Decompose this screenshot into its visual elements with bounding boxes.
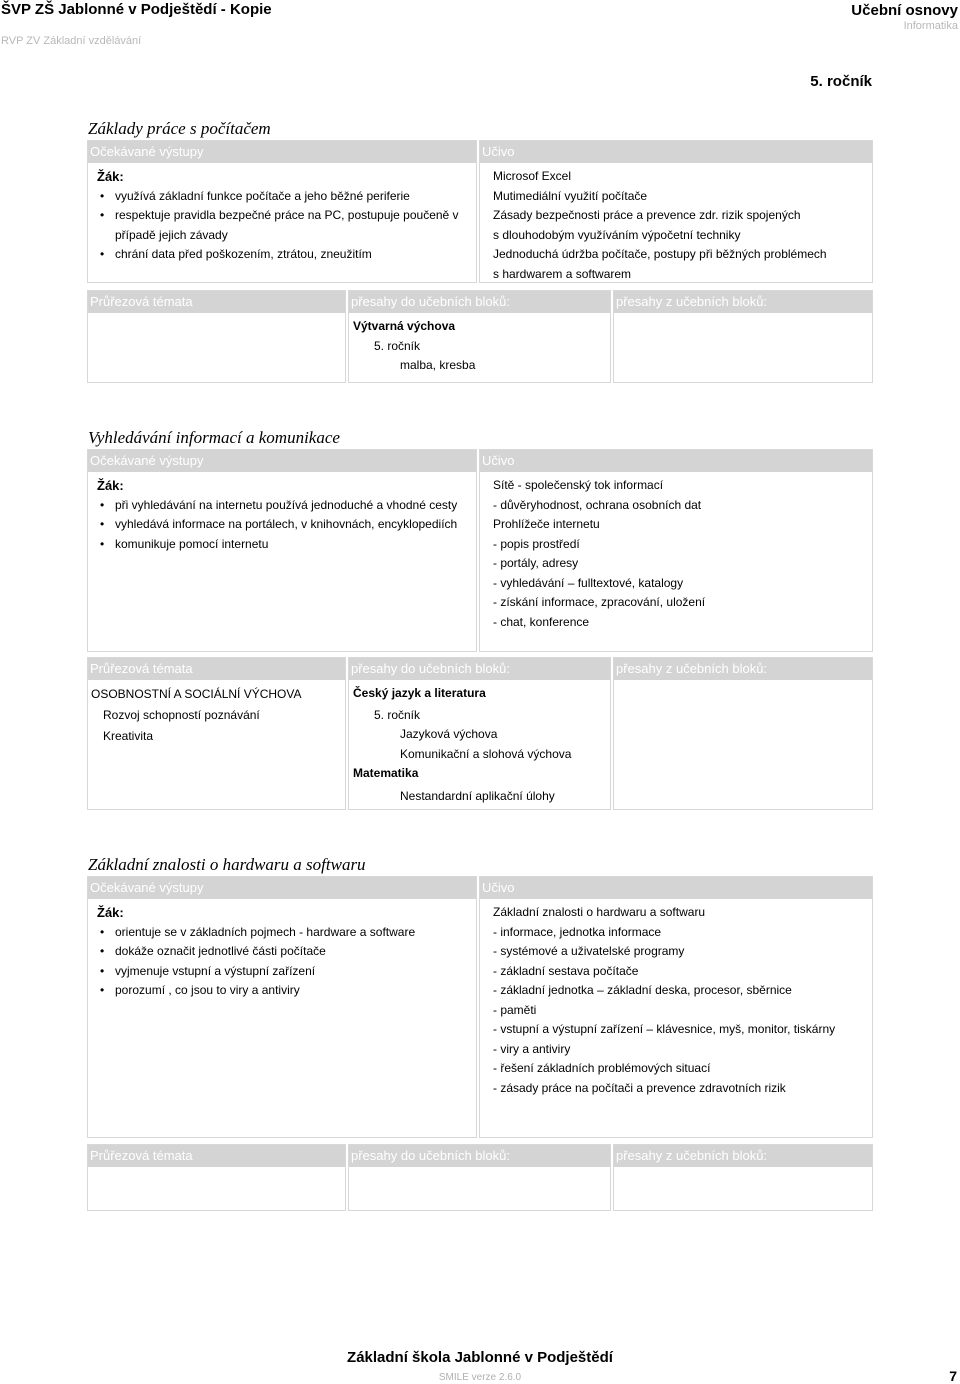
page-number: 7 bbox=[949, 1368, 957, 1384]
linked-grade: 5. ročník bbox=[374, 338, 421, 353]
from-blocks-panel bbox=[613, 657, 873, 810]
section-title-right: Učební osnovy bbox=[851, 2, 958, 19]
content-item: - popis prostředí bbox=[493, 536, 580, 551]
from-blocks-header: přesahy z učebních bloků: bbox=[614, 658, 872, 680]
content-header: Učivo bbox=[480, 141, 872, 163]
cross-themes-panel bbox=[87, 290, 346, 383]
content-item: s dlouhodobým využíváním výpočetní techniky bbox=[493, 227, 741, 242]
topic-title: Vyhledávání informací a komunikace bbox=[88, 428, 340, 447]
from-blocks-panel bbox=[613, 1144, 873, 1211]
linked-topic: Komunikační a slohová výchova bbox=[400, 746, 572, 761]
outcomes-header: Očekávané výstupy bbox=[88, 141, 476, 163]
outcomes-panel bbox=[87, 140, 477, 283]
content-panel bbox=[479, 876, 873, 1138]
to-blocks-header: přesahy do učebních bloků: bbox=[349, 291, 610, 313]
content-item: Prohlížeče internetu bbox=[493, 517, 600, 531]
to-blocks-header: přesahy do učebních bloků: bbox=[349, 1145, 610, 1167]
outcome-item: • chrání data před poškozením, ztrátou, zneužitím bbox=[94, 245, 472, 265]
outcome-item: • porozumí , co jsou to viry a antiviry bbox=[94, 981, 472, 1001]
content-item: - zásady práce na počítači a prevence zdravotních rizik bbox=[493, 1080, 786, 1095]
content-item: - chat, konference bbox=[493, 614, 590, 629]
linked-topic: Nestandardní aplikační úlohy bbox=[400, 788, 555, 803]
cross-themes-header: Průřezová témata bbox=[88, 1145, 345, 1167]
pupil-label: Žák: bbox=[97, 478, 124, 493]
cross-theme-item: Rozvoj schopností poznávání bbox=[103, 708, 260, 722]
content-item: - viry a antiviry bbox=[493, 1041, 571, 1056]
content-item: - paměti bbox=[493, 1002, 537, 1017]
content-item: - systémové a uživatelské programy bbox=[493, 944, 685, 958]
content-item: Sítě - společenský tok informací bbox=[493, 478, 664, 492]
outcome-item: • vyjmenuje vstupní a výstupní zařízení bbox=[94, 962, 472, 982]
linked-grade: 5. ročník bbox=[374, 707, 421, 722]
content-item: Základní znalosti o hardwaru a softwaru bbox=[493, 905, 706, 919]
cross-theme-item: Kreativita bbox=[103, 729, 154, 743]
content-panel bbox=[479, 449, 873, 652]
grade-label: 5. ročník bbox=[810, 73, 872, 90]
linked-subject: Český jazyk a literatura bbox=[353, 686, 486, 700]
content-item: - získání informace, zpracování, uložení bbox=[493, 595, 706, 609]
cross-theme-heading: OSOBNOSTNÍ A SOCIÁLNÍ VÝCHOVA bbox=[91, 687, 302, 701]
footer-school-name: Základní škola Jablonné v Podještědí bbox=[347, 1349, 613, 1366]
topic-title: Základní znalosti o hardwaru a softwaru bbox=[88, 855, 366, 874]
content-item: Zásady bezpečnosti práce a prevence zdr. rizik spojených bbox=[493, 208, 801, 222]
from-blocks-panel bbox=[613, 290, 873, 383]
outcome-item: • respektuje pravidla bezpečné práce na PC, postupuje poučeně v případě jejich závady bbox=[94, 206, 472, 245]
to-blocks-panel bbox=[348, 657, 611, 810]
from-blocks-header: přesahy z učebních bloků: bbox=[614, 291, 872, 313]
content-item: - vstupní a výstupní zařízení – klávesnice, myš, monitor, tiskárny bbox=[493, 1022, 836, 1036]
linked-subject: Matematika bbox=[353, 766, 419, 780]
content-header: Učivo bbox=[480, 450, 872, 472]
outcomes-panel bbox=[87, 449, 477, 652]
footer-version: SMILE verze 2.6.0 bbox=[438, 1372, 522, 1383]
outcome-item: • při vyhledávání na internetu používá jednoduché a vhodné cesty bbox=[94, 496, 472, 516]
cross-themes-panel bbox=[87, 1144, 346, 1211]
document-subtitle: RVP ZV Základní vzdělávání bbox=[1, 35, 142, 47]
from-blocks-header: přesahy z učebních bloků: bbox=[614, 1145, 872, 1167]
linked-subject: Výtvarná výchova bbox=[353, 319, 456, 333]
to-blocks-header: přesahy do učebních bloků: bbox=[349, 658, 610, 680]
to-blocks-panel bbox=[348, 1144, 611, 1211]
linked-topic: Jazyková výchova bbox=[400, 727, 498, 741]
content-panel bbox=[479, 140, 873, 283]
cross-themes-header: Průřezová témata bbox=[88, 291, 345, 313]
topic-title: Základy práce s počítačem bbox=[88, 119, 271, 138]
to-blocks-panel bbox=[348, 290, 611, 383]
content-item: Jednoduchá údržba počítače, postupy při běžných problémech bbox=[493, 247, 827, 261]
outcomes-header: Očekávané výstupy bbox=[88, 450, 476, 472]
content-item: - základní jednotka – základní deska, procesor, sběrnice bbox=[493, 983, 792, 997]
content-item: s hardwarem a softwarem bbox=[493, 266, 632, 281]
outcome-item: • využívá základní funkce počítače a jeho běžné periferie bbox=[94, 187, 472, 207]
content-item: - důvěryhodnost, ochrana osobních dat bbox=[493, 497, 702, 512]
cross-themes-header: Průřezová témata bbox=[88, 658, 345, 680]
linked-topic: malba, kresba bbox=[400, 358, 476, 372]
content-header: Učivo bbox=[480, 877, 872, 899]
outcome-item: • komunikuje pomocí internetu bbox=[94, 535, 472, 555]
content-item: Microsof Excel bbox=[493, 169, 572, 183]
document-title: ŠVP ZŠ Jablonné v Podještědí - Kopie bbox=[1, 1, 272, 18]
outcome-item: • orientuje se v základních pojmech - hardware a software bbox=[94, 923, 472, 943]
subject-name: Informatika bbox=[903, 20, 958, 32]
pupil-label: Žák: bbox=[97, 905, 124, 920]
outcome-item: • vyhledává informace na portálech, v knihovnách, encyklopediích bbox=[94, 515, 472, 535]
pupil-label: Žák: bbox=[97, 169, 124, 184]
content-item: - základní sestava počítače bbox=[493, 963, 639, 978]
content-item: - portály, adresy bbox=[493, 556, 579, 570]
content-item: - vyhledávání – fulltextové, katalogy bbox=[493, 575, 684, 590]
content-item: - informace, jednotka informace bbox=[493, 924, 662, 939]
outcomes-panel bbox=[87, 876, 477, 1138]
content-item: Mutimediální využití počítače bbox=[493, 188, 648, 203]
outcomes-header: Očekávané výstupy bbox=[88, 877, 476, 899]
cross-themes-panel bbox=[87, 657, 346, 810]
content-item: - řešení základních problémových situací bbox=[493, 1061, 711, 1075]
outcome-item: • dokáže označit jednotlivé části počítače bbox=[94, 942, 472, 962]
